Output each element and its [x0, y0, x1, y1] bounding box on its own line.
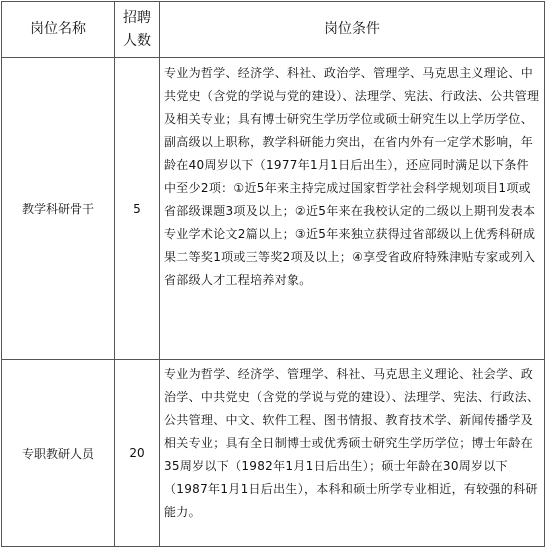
position-name-cell: 教学科研骨干: [2, 58, 115, 360]
header-position-conditions: 岗位条件: [160, 2, 545, 58]
header-recruit-count: [115, 2, 160, 58]
position-conditions-cell: 专业为哲学、经济学、管理学、科社、马克思主义理论、社会学、政治学、中共党史（含党的学说与党的建设）、法理学、宪法、行政法、公共管理、中文、软件工程、图书情报、教育技术学、新闻传播学及相关专业；具有全日制博士或优秀硕士研究生学历学位；博士年龄在35周岁以下（1982年1月1日后出生）；硕士年龄在30周岁以下（1987年1月1日后出生），本科和硕士所学专业相近，有较强的科研能力。: [160, 360, 545, 547]
table-header-row: [2, 2, 545, 58]
table-row: [2, 360, 545, 547]
position-conditions-cell: 专业为哲学、经济学、科社、政治学、管理学、马克思主义理论、中共党史（含党的学说与党的建设）、法理学、宪法、行政法、公共管理及相关专业；具有博士研究生学历学位或硕士研究生以上学历学位、副高级以上职称，教学科研能力突出，在省内外有一定学术影响，年龄在40周岁以下（1977年1月1日后出生），还应同时满足以下条件中至少2项：①近5年来主持完成过国家哲学社会科学规划项目1项或省部级课题3项及以上；②近5年来在我校认定的二级以上期刊发表本专业学术论文2篇以上；③近5年来独立获得过省部级以上优秀科研成果二等奖1项或三等奖2项及以上；④享受省政府特殊津贴专家或列入省部级人才工程培养对象。: [160, 58, 545, 360]
recruit-count-cell: 5: [115, 58, 160, 360]
position-name-cell: 专职教研人员: [2, 360, 115, 547]
table-row: [2, 58, 545, 360]
recruit-count-cell: 20: [115, 360, 160, 547]
recruitment-table: [1, 1, 545, 547]
header-position-name: 岗位名称: [2, 2, 115, 58]
header-recruit-count-label: 招聘人数: [123, 9, 151, 49]
